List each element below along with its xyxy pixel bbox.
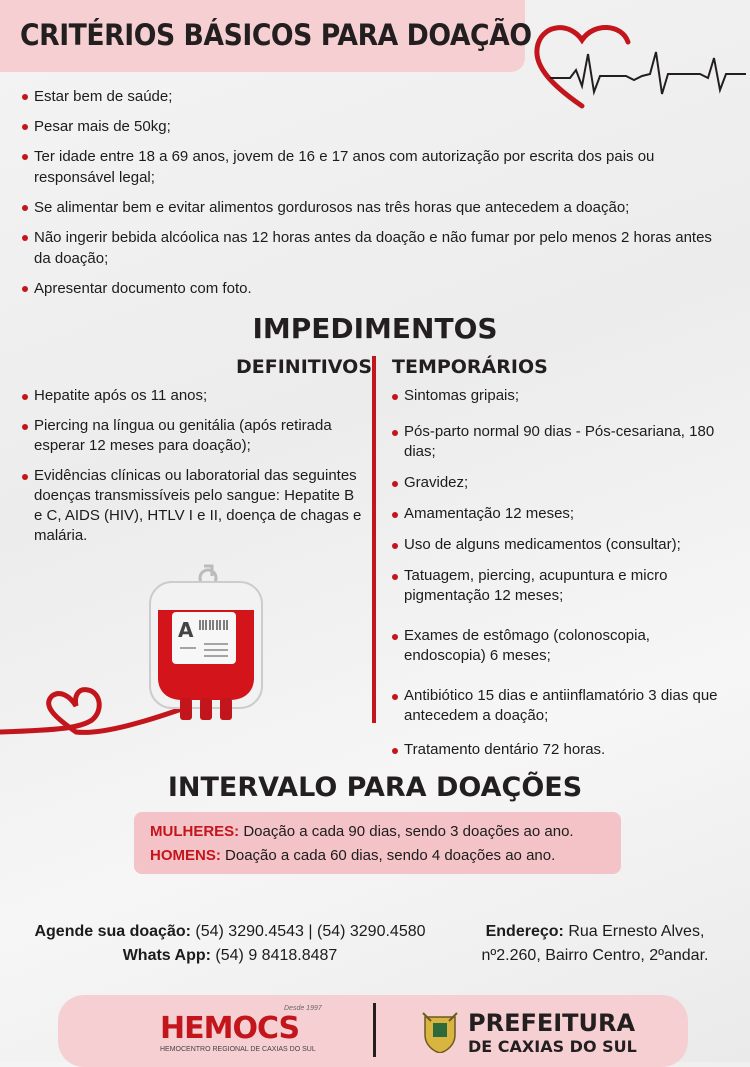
whats-label: Whats App: — [122, 947, 211, 964]
definitivo-item: Hepatite após os 11 anos; — [20, 386, 365, 406]
temporarios-list — [390, 386, 725, 760]
hemocs-since: Desde 1997 — [284, 1005, 322, 1012]
prefeitura-line2: DE CAXIAS DO SUL — [468, 1037, 637, 1056]
intervalo-mulheres — [150, 823, 574, 840]
intervalo-homens — [150, 847, 555, 864]
intervalo-box — [134, 812, 621, 874]
temporario-item: Exames de estômago (colonoscopia, endoscopia) 6 meses; — [390, 626, 725, 666]
definitivos-list — [20, 386, 365, 556]
hemocs-logo: HEMOCS — [160, 1011, 300, 1046]
homens-label: HOMENS: — [150, 847, 221, 864]
temporario-item: Uso de alguns medicamentos (consultar); — [390, 535, 725, 555]
contact-address — [455, 920, 735, 968]
endereco-label: Endereço: — [485, 923, 564, 940]
column-divider — [372, 356, 376, 723]
temporario-item: Sintomas gripais; — [390, 386, 725, 406]
whats-line — [0, 944, 460, 968]
endereco-value-1: Rua Ernesto Alves, — [568, 923, 705, 940]
temporarios-heading: TEMPORÁRIOS — [392, 356, 548, 378]
contact-phones — [0, 920, 460, 968]
temporario-item: Tatuagem, piercing, acupuntura e micro pigmentação 12 meses; — [390, 566, 725, 606]
mulheres-label: MULHERES: — [150, 823, 240, 840]
temporario-item: Antibiótico 15 dias e antiinflamatório 3 dias que antecedem a doação; — [390, 686, 725, 726]
temporario-item: Amamentação 12 meses; — [390, 504, 725, 524]
endereco-value-2: nº2.260, Bairro Centro, 2ºandar. — [481, 947, 709, 964]
definitivo-item: Evidências clínicas ou laboratorial das seguintes doenças transmissíveis pelo sangue: Hepatite B e C, AIDS (HIV), HTLV I e II, doença de chagas e malária. — [20, 466, 365, 546]
mulheres-text: Doação a cada 90 dias, sendo 3 doações ao ano. — [243, 823, 574, 840]
criteria-list — [20, 86, 732, 308]
bag-label: A — [178, 618, 194, 642]
criteria-item: Estar bem de saúde; — [20, 86, 732, 107]
definitivos-heading: DEFINITIVOS — [236, 356, 373, 378]
whats-value: (54) 9 8418.8487 — [215, 947, 338, 964]
homens-text: Doação a cada 60 dias, sendo 4 doações ao ano. — [225, 847, 556, 864]
definitivo-item: Piercing na língua ou genitália (após retirada esperar 12 meses para doação); — [20, 416, 365, 456]
agende-line — [0, 920, 460, 944]
temporario-item: Tratamento dentário 72 horas. — [390, 740, 725, 760]
footer-divider — [373, 1003, 376, 1057]
criteria-item: Não ingerir bebida alcóolica nas 12 horas antes da doação e não fumar por pelo menos 2 horas antes da doação; — [20, 227, 732, 269]
impedimentos-heading: IMPEDIMENTOS — [252, 312, 498, 345]
footer-band — [58, 995, 688, 1067]
intervalo-heading: INTERVALO PARA DOAÇÕES — [167, 772, 583, 803]
crest-icon — [421, 1011, 459, 1053]
temporario-item: Gravidez; — [390, 473, 725, 493]
criteria-item: Ter idade entre 18 a 69 anos, jovem de 16 e 17 anos com autorização por escrita dos pais ou responsável legal; — [20, 146, 732, 188]
page-title: CRITÉRIOS BÁSICOS PARA DOAÇÃO — [20, 18, 532, 52]
hemocs-subtitle: HEMOCENTRO REGIONAL DE CAXIAS DO SUL — [160, 1046, 316, 1053]
criteria-item: Se alimentar bem e evitar alimentos gordurosos nas três horas que antecedem a doação; — [20, 197, 732, 218]
criteria-item: Apresentar documento com foto. — [20, 278, 732, 299]
agende-label: Agende sua doação: — [34, 923, 191, 940]
blood-bag-icon — [0, 560, 280, 740]
temporario-item: Pós-parto normal 90 dias - Pós-cesariana, 180 dias; — [390, 422, 725, 462]
agende-value: (54) 3290.4543 | (54) 3290.4580 — [195, 923, 426, 940]
endereco-line — [455, 920, 735, 944]
prefeitura-line1: PREFEITURA — [468, 1009, 636, 1037]
criteria-item: Pesar mais de 50kg; — [20, 116, 732, 137]
